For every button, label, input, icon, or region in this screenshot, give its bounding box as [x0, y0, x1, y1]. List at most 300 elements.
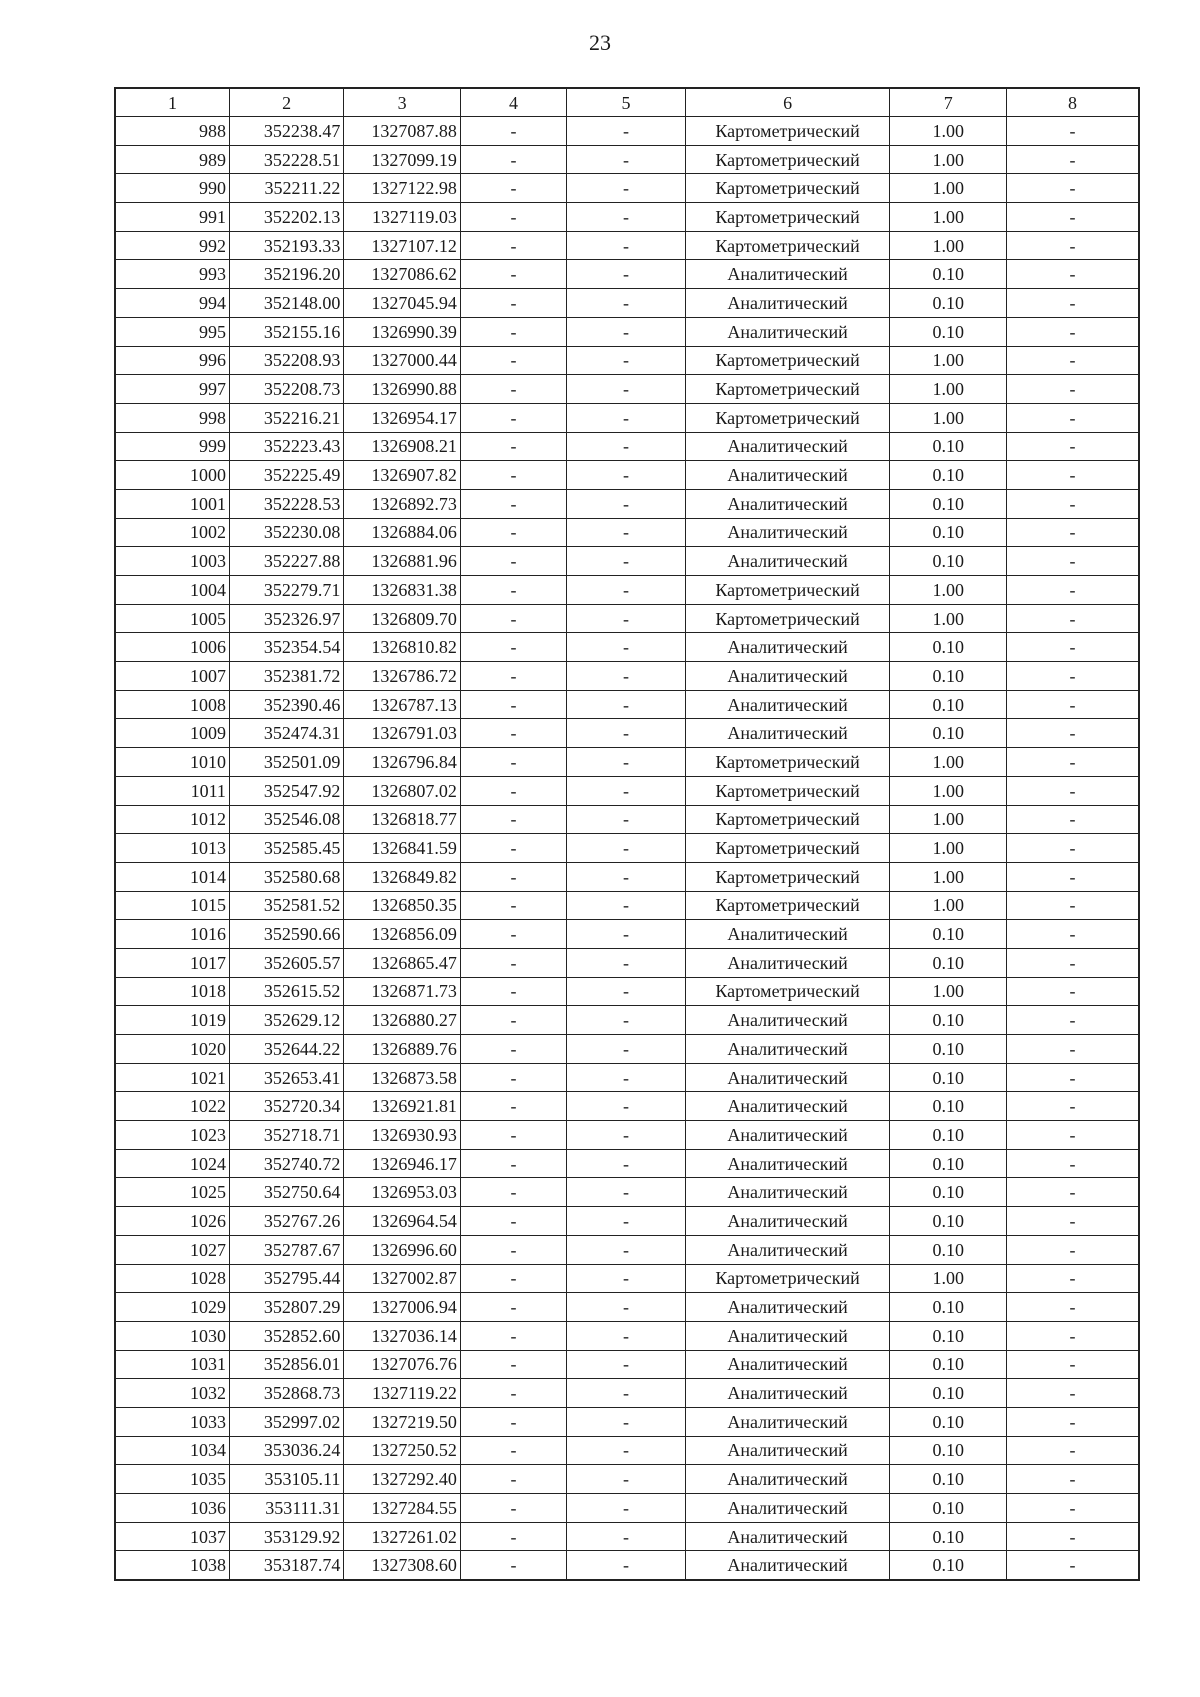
table-cell: - — [567, 1149, 685, 1178]
table-cell: - — [567, 375, 685, 404]
table-cell: 0.10 — [890, 1321, 1006, 1350]
table-cell: 1326831.38 — [344, 576, 460, 605]
table-cell: 1028 — [115, 1264, 229, 1293]
table-row — [115, 977, 1139, 1006]
table-cell: 352223.43 — [229, 432, 343, 461]
table-cell: 1026 — [115, 1207, 229, 1236]
table-row — [115, 891, 1139, 920]
table-cell: 352546.08 — [229, 805, 343, 834]
table-cell: 1.00 — [890, 805, 1006, 834]
column-header: 1 — [115, 88, 229, 117]
table-cell: 1037 — [115, 1522, 229, 1551]
table-cell: - — [1006, 862, 1139, 891]
table-cell: - — [567, 662, 685, 691]
table-cell: - — [567, 547, 685, 576]
table-cell: 1326818.77 — [344, 805, 460, 834]
table-cell: Аналитический — [685, 1350, 890, 1379]
table-cell: 1032 — [115, 1379, 229, 1408]
table-cell: 1327292.40 — [344, 1465, 460, 1494]
table-cell: - — [567, 776, 685, 805]
table-cell: 1024 — [115, 1149, 229, 1178]
table-cell: 352326.97 — [229, 604, 343, 633]
table-cell: 1011 — [115, 776, 229, 805]
table-cell: 352605.57 — [229, 948, 343, 977]
table-row — [115, 1149, 1139, 1178]
table-cell: Аналитический — [685, 260, 890, 289]
table-cell: - — [567, 1178, 685, 1207]
table-cell: 1327045.94 — [344, 289, 460, 318]
table-cell: 994 — [115, 289, 229, 318]
table-row — [115, 260, 1139, 289]
table-cell: - — [567, 117, 685, 146]
table-cell: - — [1006, 891, 1139, 920]
table-cell: - — [1006, 834, 1139, 863]
table-row — [115, 547, 1139, 576]
table-cell: 352590.66 — [229, 920, 343, 949]
table-row — [115, 1178, 1139, 1207]
table-cell: 999 — [115, 432, 229, 461]
table-cell: 352230.08 — [229, 518, 343, 547]
table-cell: - — [567, 1006, 685, 1035]
table-cell: Картометрический — [685, 748, 890, 777]
table-cell: 1007 — [115, 662, 229, 691]
table-cell: Картометрический — [685, 174, 890, 203]
table-cell: Картометрический — [685, 203, 890, 232]
table-cell: - — [1006, 948, 1139, 977]
table-cell: 1327000.44 — [344, 346, 460, 375]
table-cell: - — [567, 403, 685, 432]
table-cell: 352238.47 — [229, 117, 343, 146]
table-cell: 1327107.12 — [344, 231, 460, 260]
column-header: 7 — [890, 88, 1006, 117]
table-row — [115, 690, 1139, 719]
table-cell: 0.10 — [890, 260, 1006, 289]
table-cell: Аналитический — [685, 1035, 890, 1064]
table-row — [115, 1264, 1139, 1293]
table-cell: - — [1006, 432, 1139, 461]
table-cell: 1326809.70 — [344, 604, 460, 633]
table-cell: - — [460, 805, 566, 834]
table-cell: 0.10 — [890, 1350, 1006, 1379]
table-cell: 1327119.22 — [344, 1379, 460, 1408]
table-cell: - — [567, 461, 685, 490]
table-cell: 1010 — [115, 748, 229, 777]
table-cell: - — [567, 576, 685, 605]
table-cell: - — [1006, 231, 1139, 260]
table-cell: 0.10 — [890, 1006, 1006, 1035]
table-cell: - — [1006, 1006, 1139, 1035]
table-cell: - — [460, 633, 566, 662]
table-cell: 1327087.88 — [344, 117, 460, 146]
table-cell: - — [567, 862, 685, 891]
table-cell: 352381.72 — [229, 662, 343, 691]
table-cell: Аналитический — [685, 662, 890, 691]
table-cell: 353036.24 — [229, 1436, 343, 1465]
table-cell: 352997.02 — [229, 1407, 343, 1436]
table-row — [115, 948, 1139, 977]
table-cell: - — [1006, 403, 1139, 432]
table-cell: Аналитический — [685, 547, 890, 576]
table-cell: 1036 — [115, 1494, 229, 1523]
table-cell: - — [567, 1092, 685, 1121]
table-cell: 0.10 — [890, 289, 1006, 318]
table-cell: 1326850.35 — [344, 891, 460, 920]
table-cell: 1326796.84 — [344, 748, 460, 777]
table-cell: 352750.64 — [229, 1178, 343, 1207]
table-cell: Картометрический — [685, 231, 890, 260]
table-cell: - — [1006, 1465, 1139, 1494]
table-cell: 0.10 — [890, 1522, 1006, 1551]
table-cell: 353187.74 — [229, 1551, 343, 1580]
table-cell: 352390.46 — [229, 690, 343, 719]
table-cell: 0.10 — [890, 948, 1006, 977]
table-cell: - — [567, 1321, 685, 1350]
table-cell: - — [460, 1321, 566, 1350]
table-cell: 1326787.13 — [344, 690, 460, 719]
table-cell: Аналитический — [685, 1551, 890, 1580]
table-cell: - — [460, 948, 566, 977]
table-cell: - — [1006, 1264, 1139, 1293]
table-cell: Аналитический — [685, 489, 890, 518]
table-cell: - — [460, 1121, 566, 1150]
table-row — [115, 633, 1139, 662]
table-cell: - — [1006, 1436, 1139, 1465]
table-cell: - — [1006, 920, 1139, 949]
table-cell: - — [1006, 1063, 1139, 1092]
table-cell: 1022 — [115, 1092, 229, 1121]
table-cell: - — [567, 1522, 685, 1551]
table-cell: 1.00 — [890, 117, 1006, 146]
table-cell: 1000 — [115, 461, 229, 490]
table-cell: 1.00 — [890, 1264, 1006, 1293]
table-cell: - — [460, 662, 566, 691]
table-cell: - — [1006, 289, 1139, 318]
table-cell: - — [460, 1522, 566, 1551]
table-row — [115, 1235, 1139, 1264]
column-header: 5 — [567, 88, 685, 117]
column-header: 6 — [685, 88, 890, 117]
table-cell: - — [567, 145, 685, 174]
table-cell: 0.10 — [890, 1465, 1006, 1494]
table-cell: 0.10 — [890, 1092, 1006, 1121]
table-row — [115, 576, 1139, 605]
table-cell: - — [460, 489, 566, 518]
table-cell: 1003 — [115, 547, 229, 576]
table-cell: 1025 — [115, 1178, 229, 1207]
table-cell: - — [567, 1551, 685, 1580]
table-cell: 0.10 — [890, 1407, 1006, 1436]
table-cell: 0.10 — [890, 547, 1006, 576]
table-cell: - — [567, 1121, 685, 1150]
table-cell: - — [460, 1436, 566, 1465]
table-cell: - — [1006, 690, 1139, 719]
table-cell: 1326908.21 — [344, 432, 460, 461]
table-cell: - — [460, 260, 566, 289]
table-cell: 992 — [115, 231, 229, 260]
table-cell: 353105.11 — [229, 1465, 343, 1494]
table-cell: 1031 — [115, 1350, 229, 1379]
table-row — [115, 1436, 1139, 1465]
table-cell: 1.00 — [890, 891, 1006, 920]
table-cell: - — [567, 1350, 685, 1379]
table-cell: - — [460, 920, 566, 949]
table-cell: 352740.72 — [229, 1149, 343, 1178]
table-row — [115, 489, 1139, 518]
table-cell: 1.00 — [890, 748, 1006, 777]
table-cell: 1.00 — [890, 862, 1006, 891]
table-cell: 1326873.58 — [344, 1063, 460, 1092]
table-cell: 1327119.03 — [344, 203, 460, 232]
table-cell: 1006 — [115, 633, 229, 662]
table-cell: 352653.41 — [229, 1063, 343, 1092]
table-cell: - — [460, 145, 566, 174]
table-cell: 995 — [115, 317, 229, 346]
table-cell: - — [567, 518, 685, 547]
table-cell: Картометрический — [685, 375, 890, 404]
table-cell: - — [460, 748, 566, 777]
table-cell: - — [567, 1494, 685, 1523]
table-cell: - — [1006, 260, 1139, 289]
table-cell: Аналитический — [685, 1436, 890, 1465]
table-cell: Аналитический — [685, 1121, 890, 1150]
table-cell: 352208.93 — [229, 346, 343, 375]
table-cell: 1326880.27 — [344, 1006, 460, 1035]
table-cell: - — [567, 1235, 685, 1264]
table-cell: 1326964.54 — [344, 1207, 460, 1236]
table-cell: 1326892.73 — [344, 489, 460, 518]
table-cell: Аналитический — [685, 317, 890, 346]
table-cell: 1326791.03 — [344, 719, 460, 748]
table-cell: Картометрический — [685, 145, 890, 174]
table-cell: - — [567, 260, 685, 289]
column-header: 3 — [344, 88, 460, 117]
table-cell: 1326849.82 — [344, 862, 460, 891]
table-cell: - — [460, 1407, 566, 1436]
table-cell: 991 — [115, 203, 229, 232]
table-cell: Аналитический — [685, 1522, 890, 1551]
table-cell: 1327006.94 — [344, 1293, 460, 1322]
table-row — [115, 117, 1139, 146]
table-cell: 352228.53 — [229, 489, 343, 518]
table-cell: - — [1006, 117, 1139, 146]
table-cell: - — [1006, 1494, 1139, 1523]
table-cell: Аналитический — [685, 1494, 890, 1523]
table-cell: - — [1006, 317, 1139, 346]
table-cell: Аналитический — [685, 1407, 890, 1436]
table-row — [115, 748, 1139, 777]
table-cell: 0.10 — [890, 719, 1006, 748]
table-cell: - — [1006, 1207, 1139, 1236]
table-cell: - — [1006, 1350, 1139, 1379]
table-cell: 352228.51 — [229, 145, 343, 174]
table-cell: - — [1006, 1149, 1139, 1178]
table-cell: 352787.67 — [229, 1235, 343, 1264]
table-cell: 1326889.76 — [344, 1035, 460, 1064]
table-cell: - — [567, 891, 685, 920]
table-cell: - — [460, 1092, 566, 1121]
table-cell: Аналитический — [685, 1379, 890, 1408]
table-cell: 1033 — [115, 1407, 229, 1436]
table-cell: 0.10 — [890, 1235, 1006, 1264]
table-cell: - — [1006, 1407, 1139, 1436]
table-cell: 1016 — [115, 920, 229, 949]
table-row — [115, 1293, 1139, 1322]
table-cell: Картометрический — [685, 1264, 890, 1293]
table-cell: 1326881.96 — [344, 547, 460, 576]
table-cell: 1019 — [115, 1006, 229, 1035]
table-cell: 1326786.72 — [344, 662, 460, 691]
table-cell: - — [460, 1149, 566, 1178]
table-cell: Аналитический — [685, 1207, 890, 1236]
table-cell: - — [460, 891, 566, 920]
table-cell: Аналитический — [685, 690, 890, 719]
table-cell: 353129.92 — [229, 1522, 343, 1551]
table-cell: - — [460, 1379, 566, 1408]
table-cell: 990 — [115, 174, 229, 203]
table-row — [115, 1063, 1139, 1092]
table-cell: - — [460, 604, 566, 633]
table-cell: 352474.31 — [229, 719, 343, 748]
table-row — [115, 805, 1139, 834]
table-cell: Аналитический — [685, 1321, 890, 1350]
table-cell: 1326953.03 — [344, 1178, 460, 1207]
table-cell: 352547.92 — [229, 776, 343, 805]
table-cell: 352644.22 — [229, 1035, 343, 1064]
table-cell: 352227.88 — [229, 547, 343, 576]
table-cell: 352629.12 — [229, 1006, 343, 1035]
table-cell: - — [567, 1035, 685, 1064]
table-cell: Аналитический — [685, 1465, 890, 1494]
table-cell: - — [1006, 633, 1139, 662]
table-row — [115, 317, 1139, 346]
table-cell: - — [567, 920, 685, 949]
table-cell: Аналитический — [685, 1178, 890, 1207]
table-cell: - — [460, 776, 566, 805]
table-cell: 352196.20 — [229, 260, 343, 289]
table-cell: Аналитический — [685, 948, 890, 977]
table-cell: Аналитический — [685, 518, 890, 547]
table-cell: Картометрический — [685, 576, 890, 605]
table-cell: - — [1006, 776, 1139, 805]
table-cell: - — [460, 1350, 566, 1379]
table-row — [115, 461, 1139, 490]
table-cell: 352225.49 — [229, 461, 343, 490]
table-cell: 1038 — [115, 1551, 229, 1580]
table-row — [115, 719, 1139, 748]
table-cell: 352501.09 — [229, 748, 343, 777]
table-cell: - — [567, 231, 685, 260]
table-cell: 352581.52 — [229, 891, 343, 920]
table-cell: - — [1006, 547, 1139, 576]
table-cell: Картометрический — [685, 977, 890, 1006]
table-cell: - — [567, 805, 685, 834]
column-header: 4 — [460, 88, 566, 117]
table-cell: 352216.21 — [229, 403, 343, 432]
table-cell: - — [460, 375, 566, 404]
table-cell: 0.10 — [890, 662, 1006, 691]
table-cell: 989 — [115, 145, 229, 174]
table-cell: 1005 — [115, 604, 229, 633]
table-cell: - — [1006, 1321, 1139, 1350]
table-cell: 1029 — [115, 1293, 229, 1322]
table-cell: 1.00 — [890, 403, 1006, 432]
table-cell: - — [460, 346, 566, 375]
table-cell: - — [1006, 1092, 1139, 1121]
table-cell: - — [460, 1494, 566, 1523]
table-cell: 352211.22 — [229, 174, 343, 203]
table-cell: Аналитический — [685, 289, 890, 318]
table-cell: - — [567, 1293, 685, 1322]
table-cell: 1002 — [115, 518, 229, 547]
table-cell: Картометрический — [685, 776, 890, 805]
table-cell: 1326907.82 — [344, 461, 460, 490]
table-cell: 0.10 — [890, 1035, 1006, 1064]
table-cell: 1326946.17 — [344, 1149, 460, 1178]
table-cell: 1327219.50 — [344, 1407, 460, 1436]
table-cell: - — [1006, 1293, 1139, 1322]
table-cell: - — [460, 203, 566, 232]
table-cell: - — [460, 174, 566, 203]
table-row — [115, 203, 1139, 232]
table-cell: 352615.52 — [229, 977, 343, 1006]
table-cell: - — [1006, 1235, 1139, 1264]
table-cell: Аналитический — [685, 1149, 890, 1178]
table-cell: - — [567, 432, 685, 461]
table-cell: 0.10 — [890, 1063, 1006, 1092]
table-cell: - — [1006, 1379, 1139, 1408]
table-cell: 352795.44 — [229, 1264, 343, 1293]
table-cell: 993 — [115, 260, 229, 289]
table-cell: 1327261.02 — [344, 1522, 460, 1551]
table-cell: Картометрический — [685, 862, 890, 891]
table-cell: Картометрический — [685, 834, 890, 863]
table-cell: 0.10 — [890, 1178, 1006, 1207]
table-cell: 1001 — [115, 489, 229, 518]
table-cell: 0.10 — [890, 1551, 1006, 1580]
table-cell: - — [567, 1407, 685, 1436]
table-cell: 998 — [115, 403, 229, 432]
table-cell: - — [1006, 719, 1139, 748]
table-cell: Аналитический — [685, 633, 890, 662]
table-cell: 352720.34 — [229, 1092, 343, 1121]
table-cell: - — [567, 633, 685, 662]
table-cell: Аналитический — [685, 461, 890, 490]
table-row — [115, 518, 1139, 547]
table-cell: - — [1006, 203, 1139, 232]
table-cell: - — [567, 1436, 685, 1465]
table-cell: - — [567, 289, 685, 318]
table-row — [115, 1121, 1139, 1150]
table-cell: 1327086.62 — [344, 260, 460, 289]
table-cell: 0.10 — [890, 1494, 1006, 1523]
table-cell: 0.10 — [890, 1436, 1006, 1465]
table-cell: - — [567, 977, 685, 1006]
table-row — [115, 1006, 1139, 1035]
table-cell: - — [1006, 518, 1139, 547]
table-cell: - — [460, 1063, 566, 1092]
table-row — [115, 145, 1139, 174]
table-cell: 1.00 — [890, 346, 1006, 375]
header-row — [115, 88, 1139, 117]
table-cell: 0.10 — [890, 1207, 1006, 1236]
table-row — [115, 662, 1139, 691]
table-cell: 1327076.76 — [344, 1350, 460, 1379]
table-cell: 1.00 — [890, 604, 1006, 633]
table-row — [115, 375, 1139, 404]
table-cell: Аналитический — [685, 1092, 890, 1121]
table-cell: - — [567, 719, 685, 748]
table-cell: 0.10 — [890, 1149, 1006, 1178]
